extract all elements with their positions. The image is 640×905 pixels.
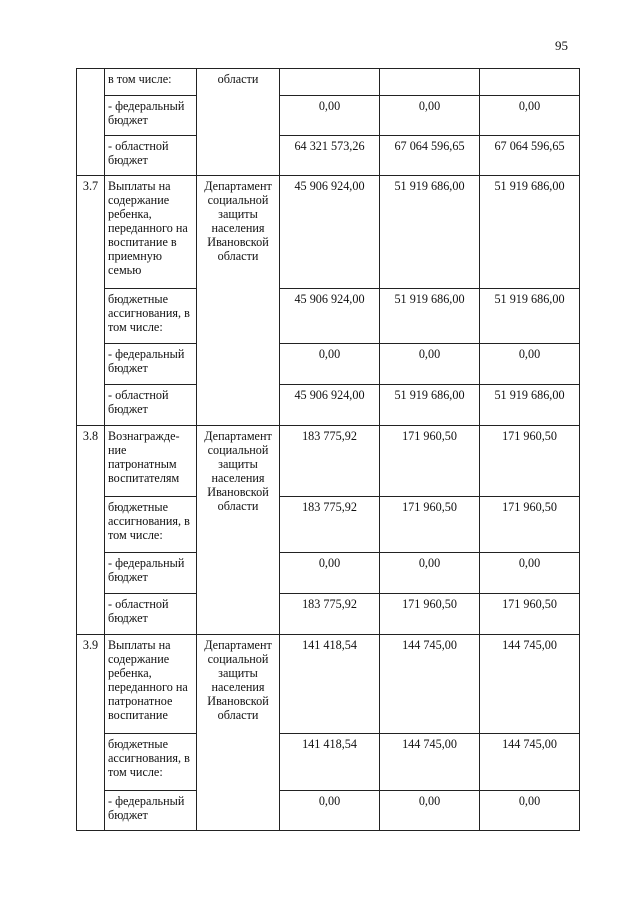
- value-cell: 0,00: [380, 96, 480, 136]
- row-name: - федеральный бюджет: [105, 791, 197, 831]
- value-cell: 144 745,00: [480, 635, 580, 734]
- value-cell: 0,00: [380, 791, 480, 831]
- row-number-cell: [77, 69, 105, 176]
- value-cell: [380, 69, 480, 96]
- table-row: [77, 289, 580, 344]
- value-cell: [280, 69, 380, 96]
- row-name: - областной бюджет: [105, 594, 197, 635]
- department-cell: Департамент социальной защиты населения Ивановской области: [197, 176, 280, 426]
- table-row: [77, 791, 580, 831]
- value-cell: 144 745,00: [380, 635, 480, 734]
- value-cell: 144 745,00: [380, 734, 480, 791]
- department-cell: Департамент социальной защиты населения Ивановской области: [197, 426, 280, 635]
- row-name: - федеральный бюджет: [105, 96, 197, 136]
- table-row: [77, 734, 580, 791]
- row-number-cell: 3.7: [77, 176, 105, 426]
- value-cell: 0,00: [480, 344, 580, 385]
- value-cell: 141 418,54: [280, 635, 380, 734]
- row-name: - федеральный бюджет: [105, 553, 197, 594]
- value-cell: [480, 69, 580, 96]
- value-cell: 183 775,92: [280, 594, 380, 635]
- table-row: [77, 96, 580, 136]
- value-cell: 51 919 686,00: [380, 176, 480, 289]
- value-cell: 0,00: [480, 553, 580, 594]
- table-row: [77, 426, 580, 497]
- value-cell: 51 919 686,00: [480, 289, 580, 344]
- value-cell: 0,00: [280, 553, 380, 594]
- value-cell: 67 064 596,65: [380, 136, 480, 176]
- row-name: в том числе:: [105, 69, 197, 96]
- value-cell: 51 919 686,00: [480, 176, 580, 289]
- row-name: бюджетные ассигнования, в том числе:: [105, 497, 197, 553]
- value-cell: 45 906 924,00: [280, 385, 380, 426]
- table-row: [77, 385, 580, 426]
- budget-table: [76, 68, 580, 831]
- table-row: [77, 176, 580, 289]
- page-number: 95: [555, 38, 568, 53]
- value-cell: 183 775,92: [280, 426, 380, 497]
- row-name: Выплаты на содержание ребенка, переданного на воспитание в приемную семью: [105, 176, 197, 289]
- value-cell: 171 960,50: [380, 497, 480, 553]
- table-row: [77, 344, 580, 385]
- value-cell: 0,00: [480, 791, 580, 831]
- value-cell: 45 906 924,00: [280, 289, 380, 344]
- table-row: [77, 497, 580, 553]
- value-cell: 0,00: [280, 344, 380, 385]
- row-name: Выплаты на содержание ребенка, переданного на патронатное воспитание: [105, 635, 197, 734]
- value-cell: 0,00: [280, 791, 380, 831]
- department-cell: области: [197, 69, 280, 176]
- value-cell: 171 960,50: [480, 426, 580, 497]
- table-row: [77, 635, 580, 734]
- row-name: - областной бюджет: [105, 136, 197, 176]
- value-cell: 144 745,00: [480, 734, 580, 791]
- value-cell: 0,00: [380, 553, 480, 594]
- value-cell: 67 064 596,65: [480, 136, 580, 176]
- table-row: [77, 594, 580, 635]
- value-cell: 171 960,50: [480, 497, 580, 553]
- value-cell: 141 418,54: [280, 734, 380, 791]
- value-cell: 51 919 686,00: [480, 385, 580, 426]
- department-cell: Департамент социальной защиты населения Ивановской области: [197, 635, 280, 831]
- row-name: бюджетные ассигнования, в том числе:: [105, 289, 197, 344]
- row-name: Вознагражде-ние патронатным воспитателям: [105, 426, 197, 497]
- value-cell: 0,00: [480, 96, 580, 136]
- row-name: бюджетные ассигнования, в том числе:: [105, 734, 197, 791]
- table-row: [77, 553, 580, 594]
- table-row: [77, 69, 580, 96]
- row-number-cell: 3.8: [77, 426, 105, 635]
- row-number-cell: 3.9: [77, 635, 105, 831]
- value-cell: 64 321 573,26: [280, 136, 380, 176]
- row-name: - федеральный бюджет: [105, 344, 197, 385]
- value-cell: 171 960,50: [380, 594, 480, 635]
- value-cell: 0,00: [280, 96, 380, 136]
- value-cell: 51 919 686,00: [380, 289, 480, 344]
- value-cell: 183 775,92: [280, 497, 380, 553]
- value-cell: 0,00: [380, 344, 480, 385]
- value-cell: 171 960,50: [380, 426, 480, 497]
- value-cell: 51 919 686,00: [380, 385, 480, 426]
- table-row: [77, 136, 580, 176]
- row-name: - областной бюджет: [105, 385, 197, 426]
- value-cell: 171 960,50: [480, 594, 580, 635]
- value-cell: 45 906 924,00: [280, 176, 380, 289]
